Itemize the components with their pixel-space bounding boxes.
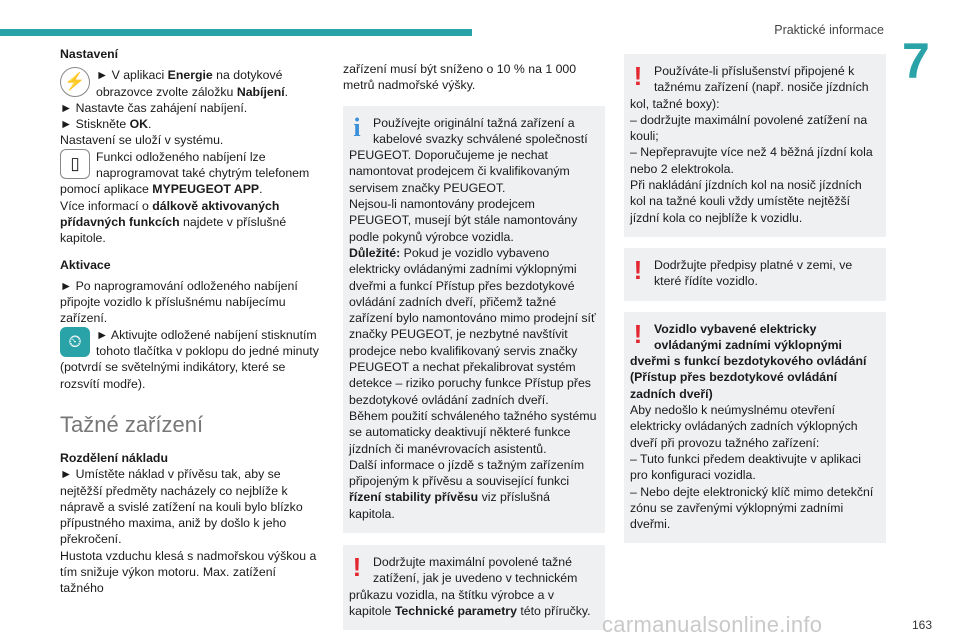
lightning-icon: ⚡ [60, 67, 90, 97]
paragraph: Hustota vzduchu klesá s nadmořskou výškou a tím snižuje výkon motoru. Max. zatížení tažného [60, 548, 317, 596]
paragraph: ► Stiskněte OK. [60, 117, 152, 132]
column-1 [60, 46, 322, 597]
heading-nastaveni: Nastavení [60, 47, 119, 61]
paragraph: ► Po naprogramování odloženého nabíjení připojte vozidlo k příslušnému nabíjecímu zařízení. [60, 278, 298, 326]
section-name: Praktické informace [774, 23, 884, 37]
paragraph: ► Nastavte čas zahájení nabíjení. [60, 100, 248, 115]
warning-box: ! Dodržujte předpisy platné v zemi, ve které řídíte vozidlo. [624, 248, 886, 301]
watermark: carmanualsonline.info [602, 612, 823, 637]
paragraph: ⏲ ► Aktivujte odložené nabíjení stisknutím tohoto tlačítka v poklopu do jedné minuty (potvrdí se světelnými indikátory, které se rozsvítí modře). [60, 327, 319, 391]
smartphone-icon: ▯ [60, 149, 90, 179]
paragraph: ▯ Funkci odloženého nabíjení lze naprogramovat také chytrým telefonem pomocí aplikace MYPEUGEOT APP. [60, 149, 310, 197]
section-title: Tažné zařízení [60, 411, 204, 437]
warning-icon: ! [633, 61, 643, 91]
paragraph: ⚡ ► V aplikaci Energie na dotykové obrazovce zvolte záložku Nabíjení. [60, 67, 322, 100]
header-accent-bar [0, 29, 472, 36]
page-number: 163 [912, 618, 933, 632]
info-icon: i [353, 112, 361, 142]
chapter-number: 7 [902, 33, 930, 89]
column-2 [343, 61, 605, 639]
warning-icon: ! [633, 318, 643, 349]
paragraph: zařízení musí být sníženo o 10 % na 1 000 metrů nadmořské výšky. [343, 62, 577, 93]
paragraph: ► Umístěte náklad v přívěsu tak, aby se nejtěžší předměty nacházely co nejblíže k nápravě a svislé zatížení na kouli bylo blízko přípustného maxima, aniž by došlo k jeho překročení. [60, 467, 303, 547]
warning-box: ! Používáte-li příslušenství připojené k tažnému zařízení (např. nosiče jízdních kol, tažné boxy): – dodržujte maximální povolené zatížení na kouli; – Nepřepravujte více než 4 běžná jízdní kola nebo 2 elektrokola. Při nakládání jízdních kol na nosič jízdních kol na tažné kouli vždy umístěte nejtěžší jízdní kola co nejblíže k vozidlu. [624, 54, 886, 237]
paragraph: Více informací o dálkově aktivovaných přídavných funkcích najdete v příslušné kapitole. [60, 198, 287, 246]
warning-box: ! Dodržujte maximální povolené tažné zatížení, jak je uvedeno v technickém průkazu vozidla, na štítku výrobce a v kapitole Technické parametry této příručky. [343, 545, 605, 630]
heading-aktivace: Aktivace [60, 257, 111, 272]
warning-icon: ! [352, 552, 362, 583]
warning-icon: ! [633, 254, 643, 285]
column-3 [624, 54, 886, 552]
info-box: i Používejte originální tažná zařízení a kabelové svazky schválené společností PEUGEOT. Doporučujeme je nechat namontovat prodejcem či kvalifikovaným servisem značky PEUGEOT. Nejsou-li namontovány prodejcem PEUGEOT, musejí být stále namontovány podle pokynů výrobce vozidla. Důležité: Pokud je vozidlo vybaveno elektricky ovládanými zadními výklopnými dveřmi a funkcí Přístup přes bezdotykové ovládání zadních dveří, přičemž tažné zařízení bylo namontováno mimo prodejní síť značky PEUGEOT, je nezbytné navštívit prodejce nebo kvalifikovaný servis značky PEUGEOT a nechat překalibrovat systém detekce – riziko poruchy funkce Přístup přes bezdotykové ovládání zadních dveří. Během použití schváleného tažného systému se automaticky deaktivují některé funkce jízdních či manévrovacích asistentů. Další informace o jízdě s tažným zařízením připojeným k přívěsu a související funkci řízení stability přívěsu viz příslušná kapitola. [343, 106, 605, 533]
clock-plug-icon: ⏲ [60, 327, 90, 357]
warning-box: ! Vozidlo vybavené elektricky ovládanými zadními výklopnými dveřmi s funkcí bezdotykového ovládání (Přístup přes bezdotykové ovládání zadních dveří) Aby nedošlo k neúmyslnému otevření elektricky ovládaných zadních výklopných dveří při provozu tažného zařízení: – Tuto funkci předem deaktivujte v aplikaci pro konfiguraci vozidla. – Nebo dejte elektronický klíč mimo detekční zónu se zavřenými výklopnými zadními dveřmi. [624, 312, 886, 544]
paragraph: Nastavení se uloží v systému. [60, 133, 224, 148]
heading-rozdeleni: Rozdělení nákladu [60, 450, 168, 465]
